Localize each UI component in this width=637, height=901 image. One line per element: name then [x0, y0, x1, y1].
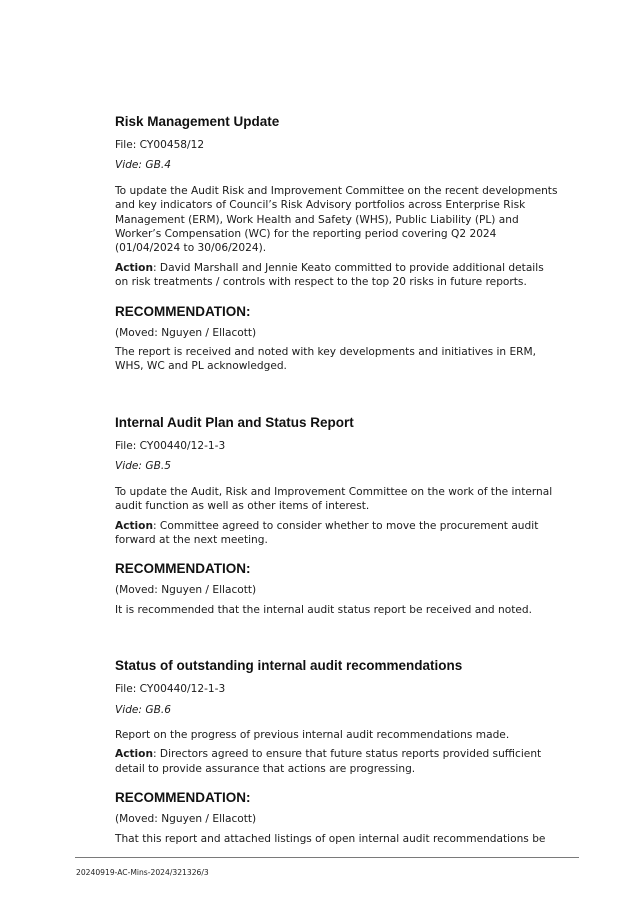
section-title: Internal Audit Plan and Status Report — [115, 414, 354, 430]
recommendation-text: It is recommended that the internal audit status report be received and noted. — [115, 603, 532, 616]
action-paragraph — [115, 747, 560, 776]
action-text: : Directors agreed to ensure that future status reports provided sufficient detail to provide assurance that actions are progressing. — [115, 748, 542, 775]
moved-by: (Moved: Nguyen / Ellacott) — [115, 584, 257, 597]
document-page — [115, 113, 560, 851]
footer-divider — [75, 857, 579, 858]
action-label: Action — [115, 261, 153, 274]
section-risk-management-update — [115, 113, 560, 374]
vide-reference: Vide: GB.6 — [115, 703, 171, 716]
section-body: To update the Audit Risk and Improvement Committee on the recent developments and key indicators of Council’s Risk Advisory portfolios across Enterprise Risk Management (ERM), Work Health and Safety (WHS), Public Liability (PL) and Worker’s Compensation (WC) for the reporting period covering Q2 2024 (01/04/2024 to 30/06/2024). — [115, 184, 558, 255]
moved-by: (Moved: Nguyen / Ellacott) — [115, 326, 257, 339]
footer-reference: 20240919-AC-Mins-2024/321326/3 — [76, 868, 209, 877]
section-title: Status of outstanding internal audit recommendations — [115, 658, 463, 674]
recommendation-text: The report is received and noted with key developments and initiatives in ERM, WHS, WC and PL acknowledged. — [115, 346, 537, 373]
section-body: To update the Audit, Risk and Improvement Committee on the work of the internal audit function as well as other items of interest. — [115, 485, 553, 513]
recommendation-heading: RECOMMENDATION: — [115, 303, 251, 319]
vide-reference: Vide: GB.4 — [115, 159, 171, 172]
file-reference: File: CY00440/12-1-3 — [115, 683, 226, 696]
action-paragraph — [115, 261, 560, 290]
action-text: : Committee agreed to consider whether to move the procurement audit forward at the next meeting. — [115, 519, 539, 546]
section-title: Risk Management Update — [115, 114, 280, 129]
section-body: Report on the progress of previous internal audit recommendations made. — [115, 728, 510, 741]
recommendation-heading: RECOMMENDATION: — [115, 561, 251, 577]
file-reference: File: CY00458/12 — [115, 139, 205, 151]
action-label: Action — [115, 748, 153, 761]
file-reference: File: CY00440/12-1-3 — [115, 439, 226, 452]
section-internal-audit-plan — [115, 414, 560, 617]
moved-by: (Moved: Nguyen / Ellacott) — [115, 813, 257, 826]
action-text: : David Marshall and Jennie Keato committed to provide additional details on risk treatments / controls with respect to the top 20 risks in future reports. — [115, 261, 544, 289]
action-label: Action — [115, 519, 153, 532]
vide-reference: Vide: GB.5 — [115, 460, 171, 473]
action-paragraph — [115, 519, 560, 548]
recommendation-text: That this report and attached listings of open internal audit recommendations be — [115, 832, 546, 845]
section-outstanding-recommendations — [115, 657, 560, 846]
recommendation-heading: RECOMMENDATION: — [115, 790, 251, 806]
